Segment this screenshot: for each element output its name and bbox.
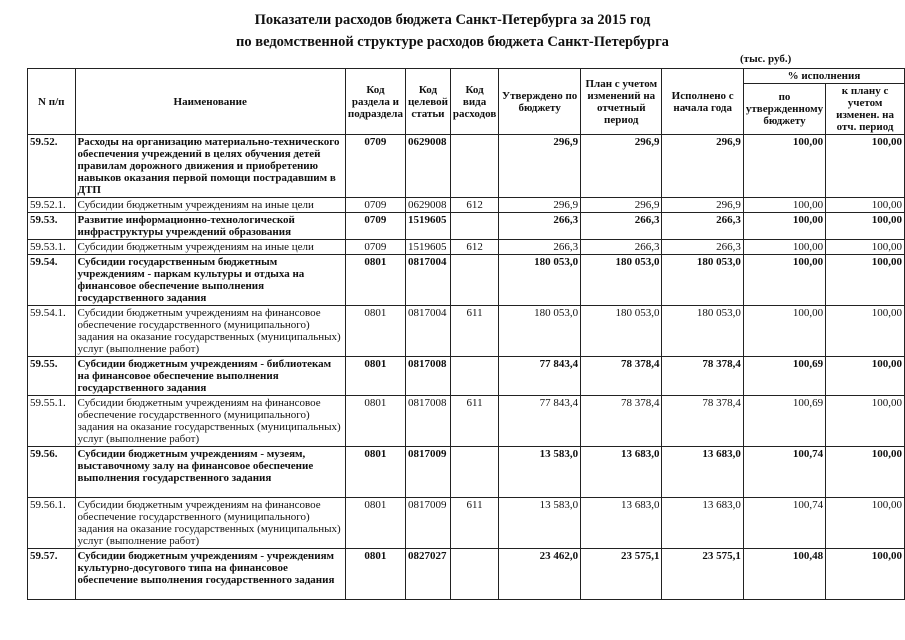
table-row <box>28 135 905 198</box>
row-pct-plan: 100,00 <box>826 498 905 549</box>
row-executed: 266,3 <box>662 240 743 255</box>
row-razdel: 0801 <box>345 255 405 306</box>
row-pct-approved: 100,00 <box>743 240 825 255</box>
row-num: 59.52. <box>28 135 76 198</box>
table-row <box>28 213 905 240</box>
row-name: Субсидии бюджетным учреждениям - учреждениям культурно-досугового типа на финансовое обеспечение выполнения государственного задания <box>75 549 345 600</box>
row-name: Развитие информационно-технологической инфраструктуры учреждений образования <box>75 213 345 240</box>
row-vid: 611 <box>450 498 498 549</box>
row-pct-approved: 100,00 <box>743 135 825 198</box>
row-num: 59.56. <box>28 447 76 498</box>
row-pct-plan: 100,00 <box>826 240 905 255</box>
row-vid <box>450 549 498 600</box>
row-pct-plan: 100,00 <box>826 447 905 498</box>
row-plan: 180 053,0 <box>581 255 662 306</box>
row-pct-approved: 100,69 <box>743 396 825 447</box>
row-plan: 78 378,4 <box>581 396 662 447</box>
row-executed: 296,9 <box>662 198 743 213</box>
row-plan: 266,3 <box>581 240 662 255</box>
table-row <box>28 549 905 600</box>
row-approved: 13 583,0 <box>499 447 581 498</box>
row-num: 59.55.1. <box>28 396 76 447</box>
row-approved: 266,3 <box>499 240 581 255</box>
header-plan: План с учетом изменений на отчетный период <box>581 69 662 135</box>
row-cel: 0817004 <box>405 306 450 357</box>
row-executed: 266,3 <box>662 213 743 240</box>
row-pct-plan: 100,00 <box>826 306 905 357</box>
row-pct-approved: 100,00 <box>743 213 825 240</box>
row-num: 59.55. <box>28 357 76 396</box>
row-pct-approved: 100,00 <box>743 255 825 306</box>
row-name: Субсидии бюджетным учреждениям на иные цели <box>75 240 345 255</box>
row-num: 59.53. <box>28 213 76 240</box>
row-plan: 296,9 <box>581 135 662 198</box>
header-approved: Утверждено по бюджету <box>499 69 581 135</box>
row-num: 59.54.1. <box>28 306 76 357</box>
row-razdel: 0709 <box>345 198 405 213</box>
row-vid <box>450 213 498 240</box>
row-name: Субсидии бюджетным учреждениям на финансовое обеспечение государственного (муниципального) задания на оказание государственных (муниципальных) услуг (выполнение работ) <box>75 498 345 549</box>
row-cel: 0827027 <box>405 549 450 600</box>
row-executed: 180 053,0 <box>662 306 743 357</box>
header-pct-approved: по утвержденному бюджету <box>743 84 825 135</box>
row-razdel: 0801 <box>345 396 405 447</box>
row-name: Субсидии бюджетным учреждениям - музеям, выставочному залу на финансовое обеспечение выполнения государственного задания <box>75 447 345 498</box>
row-plan: 78 378,4 <box>581 357 662 396</box>
header-executed: Исполнено с начала года <box>662 69 743 135</box>
row-vid <box>450 357 498 396</box>
header-vid: Код вида расходов <box>450 69 498 135</box>
row-cel: 0817009 <box>405 447 450 498</box>
row-razdel: 0801 <box>345 447 405 498</box>
row-plan: 266,3 <box>581 213 662 240</box>
row-approved: 180 053,0 <box>499 255 581 306</box>
row-approved: 77 843,4 <box>499 357 581 396</box>
table-row <box>28 498 905 549</box>
row-cel: 0817008 <box>405 396 450 447</box>
row-pct-approved: 100,69 <box>743 357 825 396</box>
row-executed: 180 053,0 <box>662 255 743 306</box>
row-cel: 1519605 <box>405 240 450 255</box>
row-pct-plan: 100,00 <box>826 198 905 213</box>
row-vid <box>450 135 498 198</box>
units-label: (тыс. руб.) <box>740 53 792 65</box>
row-razdel: 0801 <box>345 498 405 549</box>
row-razdel: 0801 <box>345 357 405 396</box>
row-num: 59.57. <box>28 549 76 600</box>
row-executed: 296,9 <box>662 135 743 198</box>
row-cel: 0817004 <box>405 255 450 306</box>
row-name: Субсидии государственным бюджетным учреждениям - паркам культуры и отдыха на финансовое обеспечение выполнения государственного задания <box>75 255 345 306</box>
row-approved: 296,9 <box>499 198 581 213</box>
row-razdel: 0709 <box>345 213 405 240</box>
row-pct-approved: 100,74 <box>743 498 825 549</box>
row-razdel: 0709 <box>345 240 405 255</box>
row-executed: 13 683,0 <box>662 447 743 498</box>
table-row <box>28 396 905 447</box>
row-razdel: 0801 <box>345 306 405 357</box>
row-pct-plan: 100,00 <box>826 357 905 396</box>
row-plan: 180 053,0 <box>581 306 662 357</box>
row-num: 59.53.1. <box>28 240 76 255</box>
row-vid <box>450 447 498 498</box>
document-subtitle: по ведомственной структуре расходов бюджета Санкт-Петербурга <box>236 34 669 50</box>
row-cel: 1519605 <box>405 213 450 240</box>
row-approved: 266,3 <box>499 213 581 240</box>
table-row <box>28 255 905 306</box>
row-vid <box>450 255 498 306</box>
row-executed: 13 683,0 <box>662 498 743 549</box>
header-razdel: Код раздела и подраздела <box>345 69 405 135</box>
row-cel: 0629008 <box>405 135 450 198</box>
row-executed: 23 575,1 <box>662 549 743 600</box>
row-pct-plan: 100,00 <box>826 396 905 447</box>
row-vid: 611 <box>450 306 498 357</box>
row-cel: 0817008 <box>405 357 450 396</box>
row-plan: 13 683,0 <box>581 447 662 498</box>
row-pct-plan: 100,00 <box>826 549 905 600</box>
row-pct-approved: 100,00 <box>743 306 825 357</box>
table-row <box>28 198 905 213</box>
row-pct-plan: 100,00 <box>826 135 905 198</box>
row-name: Субсидии бюджетным учреждениям на иные цели <box>75 198 345 213</box>
row-executed: 78 378,4 <box>662 396 743 447</box>
row-cel: 0629008 <box>405 198 450 213</box>
header-name: Наименование <box>75 69 345 135</box>
row-name: Субсидии бюджетным учреждениям на финансовое обеспечение государственного (муниципального) задания на оказание государственных (муниципальных) услуг (выполнение работ) <box>75 306 345 357</box>
row-razdel: 0801 <box>345 549 405 600</box>
header-num: N п/п <box>28 69 76 135</box>
row-pct-plan: 100,00 <box>826 213 905 240</box>
header-pct-plan: к плану с учетом изменен. на отч. период <box>826 84 905 135</box>
row-pct-approved: 100,00 <box>743 198 825 213</box>
row-approved: 296,9 <box>499 135 581 198</box>
row-vid: 612 <box>450 198 498 213</box>
row-razdel: 0709 <box>345 135 405 198</box>
row-num: 59.56.1. <box>28 498 76 549</box>
document-title: Показатели расходов бюджета Санкт-Петербурга за 2015 год <box>254 12 651 28</box>
row-name: Субсидии бюджетным учреждениям - библиотекам на финансовое обеспечение выполнения государственного задания <box>75 357 345 396</box>
row-name: Расходы на организацию материально-технического обеспечения учреждений в целях обучения детей правилам дорожного движения и приобретению навыков оказания первой помощи пострадавшим в ДТП <box>75 135 345 198</box>
table-row <box>28 447 905 498</box>
row-pct-approved: 100,74 <box>743 447 825 498</box>
row-plan: 13 683,0 <box>581 498 662 549</box>
row-cel: 0817009 <box>405 498 450 549</box>
row-name: Субсидии бюджетным учреждениям на финансовое обеспечение государственного (муниципального) задания на оказание государственных (муниципальных) услуг (выполнение работ) <box>75 396 345 447</box>
row-num: 59.52.1. <box>28 198 76 213</box>
table-row <box>28 306 905 357</box>
row-approved: 180 053,0 <box>499 306 581 357</box>
row-approved: 77 843,4 <box>499 396 581 447</box>
row-pct-approved: 100,48 <box>743 549 825 600</box>
row-vid: 611 <box>450 396 498 447</box>
table-row <box>28 357 905 396</box>
row-approved: 23 462,0 <box>499 549 581 600</box>
row-executed: 78 378,4 <box>662 357 743 396</box>
row-vid: 612 <box>450 240 498 255</box>
header-cel: Код целевой статьи <box>405 69 450 135</box>
row-pct-plan: 100,00 <box>826 255 905 306</box>
header-pct: % исполнения <box>743 69 904 84</box>
row-plan: 296,9 <box>581 198 662 213</box>
row-approved: 13 583,0 <box>499 498 581 549</box>
budget-table <box>27 68 905 600</box>
row-num: 59.54. <box>28 255 76 306</box>
row-plan: 23 575,1 <box>581 549 662 600</box>
table-row <box>28 240 905 255</box>
